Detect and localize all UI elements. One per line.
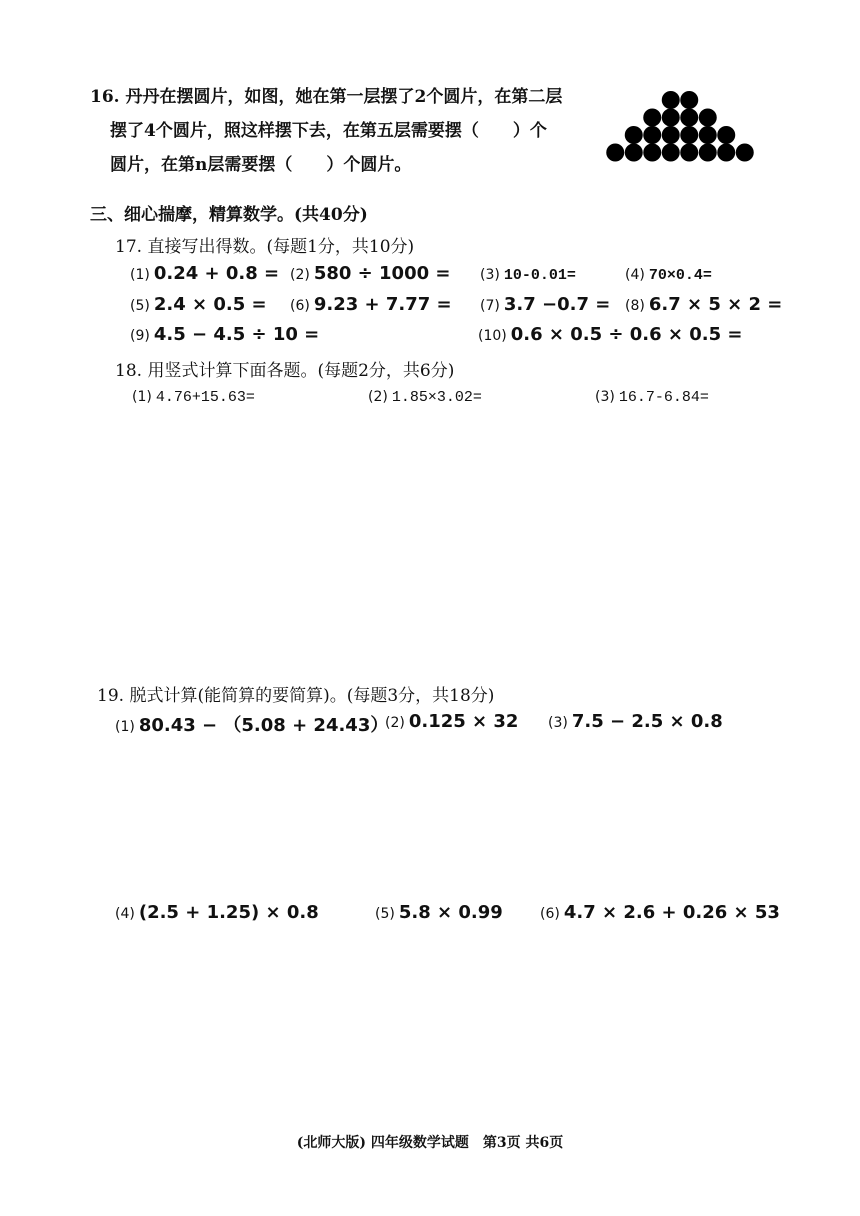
item-index: (8) bbox=[625, 298, 645, 314]
q19-item-6 bbox=[540, 902, 780, 923]
expression: 3.7 −0.7 = bbox=[503, 294, 611, 315]
expression: 70×0.4= bbox=[648, 267, 712, 284]
q19-item-1 bbox=[115, 711, 388, 737]
item-index: (5) bbox=[375, 906, 395, 922]
q19-item-4 bbox=[115, 902, 319, 923]
expression: 2.4 × 0.5 = bbox=[153, 294, 267, 315]
disc-layer-2-item-3 bbox=[680, 109, 698, 127]
q17-item-9 bbox=[130, 324, 319, 345]
expression: 80.43 − （5.08 + 24.43） bbox=[138, 715, 389, 736]
disc-layer-4-item-5 bbox=[680, 144, 698, 162]
expression: 7.5 − 2.5 × 0.8 bbox=[571, 711, 723, 732]
expression: (2.5 + 1.25) × 0.8 bbox=[138, 902, 319, 923]
q18-item-3 bbox=[595, 386, 709, 406]
disc-layer-4-item-4 bbox=[662, 144, 680, 162]
q18-item-2 bbox=[368, 386, 482, 406]
q16-line-3: 圆片，在第n层需要摆（ ）个圆片。 bbox=[110, 155, 412, 175]
expression: 4.76+15.63= bbox=[155, 389, 255, 406]
expression: 0.6 × 0.5 ÷ 0.6 × 0.5 = bbox=[510, 324, 743, 345]
item-index: (2) bbox=[368, 389, 388, 405]
disc-layer-4-item-1 bbox=[606, 144, 624, 162]
disc-layer-2-item-4 bbox=[699, 109, 717, 127]
disc-layer-4-item-6 bbox=[699, 144, 717, 162]
expression: 1.85×3.02= bbox=[391, 389, 482, 406]
item-index: (6) bbox=[540, 906, 560, 922]
item-index: (1) bbox=[130, 267, 150, 283]
expression: 16.7-6.84= bbox=[618, 389, 709, 406]
q17-item-6 bbox=[290, 294, 452, 315]
item-index: (10) bbox=[478, 328, 507, 344]
q18-title: 18. 用竖式计算下面各题。(每题2分，共6分) bbox=[115, 361, 455, 381]
expression: 5.8 × 0.99 bbox=[398, 902, 503, 923]
item-index: (7) bbox=[480, 298, 500, 314]
expression: 0.125 × 32 bbox=[408, 711, 519, 732]
expression: 10-0.01= bbox=[503, 267, 576, 284]
q17-title: 17. 直接写出得数。(每题1分，共10分) bbox=[115, 237, 415, 257]
disc-layer-1-item-1 bbox=[662, 91, 680, 109]
item-index: (4) bbox=[115, 906, 135, 922]
q17-item-1 bbox=[130, 263, 279, 284]
q17-item-5 bbox=[130, 294, 267, 315]
q17-item-8 bbox=[625, 294, 782, 315]
disc-layer-4-item-3 bbox=[643, 144, 661, 162]
item-index: (3) bbox=[548, 715, 568, 731]
disc-layer-3-item-5 bbox=[699, 126, 717, 144]
item-index: (4) bbox=[625, 267, 645, 283]
q17-item-4 bbox=[625, 263, 712, 284]
item-index: (1) bbox=[115, 719, 135, 735]
disc-layer-3-item-6 bbox=[717, 126, 735, 144]
disc-layer-3-item-1 bbox=[625, 126, 643, 144]
item-index: (3) bbox=[480, 267, 500, 283]
q16-line-1: 16. 丹丹在摆圆片，如图，她在第一层摆了2个圆片，在第二层 bbox=[90, 87, 563, 107]
disc-layer-3-item-2 bbox=[643, 126, 661, 144]
item-index: (3) bbox=[595, 389, 615, 405]
item-index: (2) bbox=[385, 715, 405, 731]
q17-item-10 bbox=[478, 324, 743, 345]
q19-item-2 bbox=[385, 711, 518, 732]
expression: 4.7 × 2.6 + 0.26 × 53 bbox=[563, 902, 780, 923]
disc-pyramid-figure bbox=[605, 88, 755, 180]
page-footer: (北师大版) 四年级数学试题 第3页 共6页 bbox=[296, 1135, 564, 1151]
item-index: (1) bbox=[132, 389, 152, 405]
disc-layer-1-item-2 bbox=[680, 91, 698, 109]
disc-layer-4-item-7 bbox=[717, 144, 735, 162]
q19-item-3 bbox=[548, 711, 723, 732]
disc-layer-2-item-1 bbox=[643, 109, 661, 127]
item-index: (2) bbox=[290, 267, 310, 283]
disc-layer-4-item-8 bbox=[736, 144, 754, 162]
item-index: (5) bbox=[130, 298, 150, 314]
q19-item-5 bbox=[375, 902, 503, 923]
expression: 6.7 × 5 × 2 = bbox=[648, 294, 783, 315]
expression: 0.24 + 0.8 = bbox=[153, 263, 280, 284]
expression: 580 ÷ 1000 = bbox=[313, 263, 451, 284]
disc-layer-4-item-2 bbox=[625, 144, 643, 162]
disc-layer-2-item-2 bbox=[662, 109, 680, 127]
q17-item-2 bbox=[290, 263, 450, 284]
item-index: (9) bbox=[130, 328, 150, 344]
disc-layer-3-item-4 bbox=[680, 126, 698, 144]
q17-item-7 bbox=[480, 294, 610, 315]
disc-layer-3-item-3 bbox=[662, 126, 680, 144]
q19-title: 19. 脱式计算(能简算的要简算)。(每题3分，共18分) bbox=[97, 686, 495, 706]
q18-item-1 bbox=[132, 386, 255, 406]
q16-line-2: 摆了4个圆片，照这样摆下去，在第五层需要摆（ ）个 bbox=[110, 121, 547, 141]
expression: 4.5 − 4.5 ÷ 10 = bbox=[153, 324, 320, 345]
expression: 9.23 + 7.77 = bbox=[313, 294, 452, 315]
item-index: (6) bbox=[290, 298, 310, 314]
q17-item-3 bbox=[480, 263, 576, 284]
section-3-title: 三、细心揣摩，精算数学。(共40分) bbox=[90, 205, 368, 225]
